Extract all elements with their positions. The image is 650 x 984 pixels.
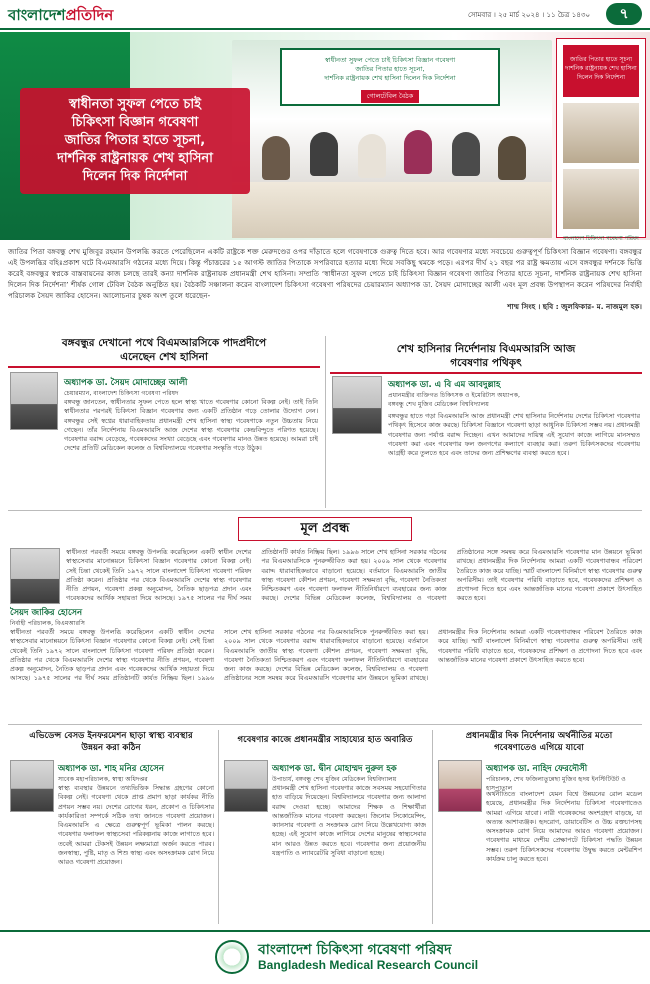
bottom-1-body xyxy=(58,784,214,924)
intro-paragraph xyxy=(8,246,642,312)
logo-main: বাংলাদেশ xyxy=(8,6,66,24)
organization-name-en: Bangladesh Medical Research Council xyxy=(258,958,479,972)
bottom-1-title xyxy=(8,730,214,754)
side-poster xyxy=(556,38,646,238)
body-text: স্বাধীনতা পরবর্তী সময়ে বঙ্গবন্ধু উপলব্ধি করেছিলেন একটি স্বাধীন দেশের স্বাস্থ্যসেবার মানোন্নয়নে চিকিৎসা বিজ্ঞান গবেষণার কোনো বিকল্প নেই। সেই চিন্তা থেকেই তিনি ১৯৭২ সালে বাংলাদেশ চিকিৎসা গবেষণা পরিষদ প্রতিষ্ঠা করেন। প্রতিষ্ঠার পর থেকে বিএমআরসি দেশের স্বাস্থ্য গবেষণার নীতি প্রণয়ন, গবেষণা প্রকল্প অনুমোদন, নৈতিক ছাড়পত্র প্রদান এবং গবেষকদের আর্থিক সহায়তা দিয়ে আসছে। ১৯৭৫ সালের পর দীর্ঘ সময় প্রতিষ্ঠানটি কার্যত নিষ্ক্রিয় ছিল। ১৯৯৬ সালে শেখ হাসিনা সরকার গঠনের পর বিএমআরসিকে পুনরুজ্জীবিত করা হয়। ২০০৯ সাল থেকে গবেষণার বরাদ্দ ধারাবাহিকভাবে বাড়ানো হয়েছে। বর্তমানে বিএমআরসি জাতীয় স্বাস্থ্য গবেষণা কৌশল প্রণয়ন, গবেষণা সক্ষমতা বৃদ্ধি, গবেষণা নৈতিকতা নিশ্চিতকরণ এবং গবেষণা ফলাফল নীতিনির্ধারণে ব্যবহারের জন্য কাজ করছে। দেশের বিভিন্ন মেডিকেল কলেজ, বিশ্ববিদ্যালয় ও গবেষণা প্রতিষ্ঠানের সঙ্গে সমন্বয় করে বিএমআরসি গবেষণার মান উন্নয়নে ভূমিকা রাখছে। প্রধানমন্ত্রীর দিক নির্দেশনায় আমরা একটি গবেষণাবান্ধব পরিবেশ তৈরিতে কাজ করে যাচ্ছি। স্মার্ট বাংলাদেশ বিনির্মাণে স্বাস্থ্য গবেষণার গুরুত্ব অপরিসীম। তাই গবেষণার পরিধি বাড়াতে হবে, গবেষকদের প্রশিক্ষণ ও প্রণোদনা দিতে হবে এবং আন্তর্জাতিক মানের গবেষণা প্রকাশে উৎসাহিত করতে হবে। xyxy=(10,628,642,683)
section-rule xyxy=(8,724,642,725)
author-name: অধ্যাপক ডা. দ্বীন মোহাম্মদ নুরুল হক xyxy=(272,764,397,774)
section-2-title xyxy=(330,342,642,370)
essay-body xyxy=(10,628,642,718)
participant-figure xyxy=(358,134,386,178)
participant-figure xyxy=(262,136,290,180)
section-1-title-line: এনেছেন শেখ হাসিনা xyxy=(120,351,208,363)
headline-line: দার্শনিক রাষ্ট্রনায়ক শেখ হাসিনা xyxy=(57,151,213,166)
author-name: সৈয়দ জাকির হোসেন xyxy=(10,608,83,618)
body-text: প্রধানমন্ত্রী শেখ হাসিনা গবেষণার কাজে সবসময় সহযোগিতার হাত বাড়িয়ে দিয়েছেন। বিশ্ববিদ্যালয়ে গবেষণার জন্য আলাদা বরাদ্দ দেওয়া হচ্ছে। আমাদের শিক্ষক ও শিক্ষার্থীরা আন্তর্জাতিক মানের গবেষণা করছেন। জিনোম সিকোয়েন্সিং, ক্যানসার গবেষণা ও সংক্রামক রোগ নিয়ে উল্লেখযোগ্য কাজ হচ্ছে। এই সুযোগ কাজে লাগিয়ে দেশের মানুষের স্বাস্থ্যসেবার মান আরও উন্নত করতে হবে। গবেষণার জন্য প্রয়োজনীয় যন্ত্রপাতি ও ল্যাবরেটরি সুবিধা বাড়ানো হচ্ছে। xyxy=(272,784,426,858)
author-role: সাবেক মহাপরিচালক, স্বাস্থ্য অধিদপ্তর xyxy=(58,776,148,783)
author-portrait xyxy=(224,760,268,812)
bottom-3-author xyxy=(486,762,642,793)
headline-line: চিকিৎসা বিজ্ঞান গবেষণা xyxy=(71,115,199,130)
author-name: অধ্যাপক ডা. শাহ মনির হোসেন xyxy=(58,764,164,774)
section-1-author xyxy=(64,376,314,399)
essay-body-top xyxy=(66,548,642,624)
author-portrait xyxy=(10,548,60,604)
author-name: অধ্যাপক ডা. এ বি এম আবদুল্লাহ xyxy=(388,380,501,390)
author-name: অধ্যাপক ডা. সৈয়দ মোদাচ্ছের আলী xyxy=(64,378,188,388)
newspaper-logo xyxy=(8,4,113,29)
intro-text: জাতির পিতা বঙ্গবন্ধু শেখ মুজিবুর রহমান উপলব্ধি করতে পেরেছিলেন একটি রাষ্ট্রকে শক্ত মেরুদণ্ডের ওপর দাঁড়াতে হলে গবেষণাকে গুরুত্ব দিতে হবে। আর গবেষণার মধ্যে সবচেয়ে গুরুত্বপূর্ণ চিকিৎসা বিজ্ঞান গবেষণা। বঙ্গবন্ধুর এই উপলব্ধির বহিঃপ্রকাশ ঘটে বিএমআরসি গঠনের মধ্যে দিয়ে। কিন্তু পঁচাত্তরের ১৫ আগস্ট জাতির পিতাকে সপরিবারে হত্যার মধ্যে দিয়ে সবকিছু থমকে পড়ে। এরপর দীর্ঘ ২১ বছর পর রাষ্ট্র ক্ষমতায় এসে বঙ্গবন্ধুর দর্শনকে ভিত্তি করেই বঙ্গবন্ধুর স্বপ্নকে বাস্তবায়নের কাজ চলছে তারই কন্যা দার্শনিক রাষ্ট্রনায়ক প্রধানমন্ত্রী শেখ হাসিনা। সম্প্রতি ‘স্বাধীনতা সুফল পেতে চাই চিকিৎসা বিজ্ঞান গবেষণা জাতির পিতার হাতে সূচনা, দার্শনিক রাষ্ট্রনায়ক শেখ হাসিনা দিলেন দিক নির্দেশনা’ শীর্ষক গোল টেবিল বৈঠক অনুষ্ঠিত হয়। বৈঠকটি সঞ্চালনা করেন বাংলাদেশ চিকিৎসা গবেষণা পরিষদের চেয়ারম্যান অধ্যাপক ডা. সৈয়দ মোদাচ্ছের আলী এবং মূল প্রবন্ধ উপস্থাপন করেন পরিষদের নির্বাহী পরিচালক সৈয়দ জাকির হোসেন। আলোচনার চুম্বক অংশ তুলে ধরেছেন- xyxy=(8,247,642,300)
headline-line: স্বাধীনতা সুফল পেতে চাই xyxy=(69,97,201,112)
poster-portrait xyxy=(563,169,639,229)
banner-line: জাতির পিতার হাতে সূচনা, xyxy=(355,65,425,73)
bottom-1-title-line: উন্নয়ন করা কঠিন xyxy=(81,743,141,753)
column-divider xyxy=(325,336,326,508)
body-text: বঙ্গবন্ধু জানতেন, স্বাধীনতার সুফল পেতে হলে স্বাস্থ্য খাতে গবেষণার কোনো বিকল্প নেই। তাই তিনি স্বাধীনতার পরপরই চিকিৎসা বিজ্ঞান গবেষণার জন্য একটি প্রতিষ্ঠান গড়ে তোলার উদ্যোগ নেন। বঙ্গবন্ধুর সেই স্বপ্নের ধারাবাহিকতায় প্রধানমন্ত্রী শেখ হাসিনা স্বাস্থ্য গবেষণাকে নতুন উচ্চতায় নিয়ে গেছেন। তাঁর নির্দেশনায় বিএমআরসি আজ দেশের স্বাস্থ্য গবেষণার কেন্দ্রবিন্দুতে পরিণত হয়েছে। গবেষণার বরাদ্দ বেড়েছে, গবেষকদের সংখ্যা বেড়েছে এবং গবেষণার মানও উন্নত হয়েছে। আমরা চাই দেশের প্রতিটি মেডিকেল কলেজ ও বিশ্ববিদ্যালয়ে গবেষণার সংস্কৃতি গড়ে উঠুক। xyxy=(64,398,318,453)
body-text: স্বাস্থ্য ব্যবস্থার উন্নয়নে তথ্যভিত্তিক সিদ্ধান্ত গ্রহণের কোনো বিকল্প নেই। গবেষণা থেকে প্রাপ্ত প্রমাণ ছাড়া কার্যকর নীতি প্রণয়ন সম্ভব নয়। দেশের রোগের ধরন, প্রকোপ ও চিকিৎসার কার্যকারিতা সম্পর্কে সঠিক তথ্য জানতে গবেষণা প্রয়োজন। বিএমআরসি এ ক্ষেত্রে গুরুত্বপূর্ণ ভূমিকা পালন করছে। গবেষণার ফলাফল স্বাস্থ্যসেবা পরিকল্পনায় কাজে লাগাতে হবে। তবেই আমরা টেকসই উন্নয়ন লক্ষ্যমাত্রা অর্জন করতে পারব। জনস্বাস্থ্য, পুষ্টি, মাতৃ ও শিশু স্বাস্থ্য এবং অসংক্রামক রোগ নিয়ে আরও গবেষণা প্রয়োজন। xyxy=(58,784,214,867)
logo-accent: প্রতিদিন xyxy=(65,6,114,24)
bottom-2-title: গবেষণার কাজে প্রধানমন্ত্রীর সাহায্যের হাত অবারিত xyxy=(237,735,413,745)
poster-portrait xyxy=(563,103,639,163)
bottom-1-title-line: এভিডেন্স বেসড ইনফরমেশন ছাড়া স্বাস্থ্য ব্যবস্থার xyxy=(29,731,193,741)
bottom-3-title xyxy=(436,730,642,754)
section-1-body xyxy=(64,398,318,502)
hero-banner xyxy=(0,32,650,240)
section-2-title-line: শেখ হাসিনার নির্দেশনায় বিএমআরসি আজ xyxy=(396,343,576,355)
author-portrait xyxy=(332,376,382,434)
poster-footer: বাংলাদেশ চিকিৎসা গবেষণা পরিষদ xyxy=(563,236,639,240)
author-role: প্রধানমন্ত্রীর ব্যক্তিগত চিকিৎসক ও ইমেরিটাস অধ্যাপক, বঙ্গবন্ধু শেখ মুজিব মেডিকেল বিশ্ববিদ্যালয় xyxy=(388,392,520,408)
author-role: চেয়ারম্যান, বাংলাদেশ চিকিৎসা গবেষণা পরিষদ xyxy=(64,390,179,397)
bottom-3-title-line: গবেষণাতেও এগিয়ে যাবো xyxy=(494,743,584,753)
section-rule xyxy=(8,510,642,511)
participant-figure xyxy=(310,132,338,176)
dateline: সোমবার । ২৫ মার্চ ২০২৪ । ১১ চৈত্র ১৪৩০ xyxy=(468,11,590,19)
body-text: অর্থনীতিতে বাংলাদেশ যেমন বিশ্বে উন্নয়নের রোল মডেল হয়েছে, প্রধানমন্ত্রীর দিক নির্দেশনায় চিকিৎসা গবেষণাতেও আমরা এগিয়ে যাবো। নারী গবেষকদের অংশগ্রহণ বাড়ছে, যা অত্যন্ত আশাব্যঞ্জক। হৃদরোগ, ডায়াবেটিস ও উচ্চ রক্তচাপসহ অসংক্রামক রোগ নিয়ে আমাদের আরও গবেষণা প্রয়োজন। গবেষণার মাধ্যমে দেশীয় প্রেক্ষাপটে চিকিৎসা পদ্ধতি উন্নয়ন সম্ভব। তরুণ চিকিৎসকদের গবেষণায় উদ্বুদ্ধ করতে মেন্টরশিপ কার্যক্রম চালু করতে হবে। xyxy=(486,790,642,864)
hero-headline xyxy=(20,88,250,194)
author-role: উপাচার্য, বঙ্গবন্ধু শেখ মুজিব মেডিকেল বিশ্ববিদ্যালয় xyxy=(272,776,397,783)
bmrc-emblem-icon xyxy=(215,940,249,974)
section-2-body xyxy=(388,412,640,506)
author-portrait xyxy=(10,760,54,812)
section-1-title-line: বঙ্গবন্ধুর দেখানো পথে বিএমআরসিকে পাদপ্রদীপে xyxy=(61,337,267,349)
body-text: বঙ্গবন্ধুর হাতে গড়া বিএমআরসি আজ প্রধানমন্ত্রী শেখ হাসিনার নির্দেশনায় দেশের চিকিৎসা গবেষণার পথিকৃৎ হিসেবে কাজ করছে। চিকিৎসা বিজ্ঞানে গবেষণা ছাড়া আধুনিক চিকিৎসা সম্ভব নয়। প্রধানমন্ত্রী গবেষণার জন্য পর্যাপ্ত বরাদ্দ দিচ্ছেন। এখন আমাদের দায়িত্ব এই সুযোগ কাজে লাগিয়ে মানসম্মত গবেষণা করা এবং গবেষণার ফল জনগণের কল্যাণে ব্যবহার করা। তরুণ চিকিৎসকদের গবেষণায় আগ্রহী করে তুলতে হবে এবং তাদের জন্য প্রশিক্ষণের ব্যবস্থা করতে হবে। xyxy=(388,412,640,458)
conference-table xyxy=(232,182,552,238)
footer xyxy=(0,930,650,984)
participant-figure xyxy=(498,136,526,180)
headline-line: দিলেন দিক নির্দেশনা xyxy=(82,169,188,184)
banner-line: দার্শনিক রাষ্ট্রনায়ক শেখ হাসিনা দিলেন দিক নির্দেশনা xyxy=(324,74,456,82)
body-text: স্বাধীনতা পরবর্তী সময়ে বঙ্গবন্ধু উপলব্ধি করেছিলেন একটি স্বাধীন দেশের স্বাস্থ্যসেবার মানোন্নয়নে চিকিৎসা বিজ্ঞান গবেষণার কোনো বিকল্প নেই। সেই চিন্তা থেকেই তিনি ১৯৭২ সালে বাংলাদেশ চিকিৎসা গবেষণা পরিষদ প্রতিষ্ঠা করেন। প্রতিষ্ঠার পর থেকে বিএমআরসি দেশের স্বাস্থ্য গবেষণার নীতি প্রণয়ন, গবেষণা প্রকল্প অনুমোদন, নৈতিক ছাড়পত্র প্রদান এবং গবেষকদের আর্থিক সহায়তা দিয়ে আসছে। ১৯৭৫ সালের পর দীর্ঘ সময় প্রতিষ্ঠানটি কার্যত নিষ্ক্রিয় ছিল। ১৯৯৬ সালে শেখ হাসিনা সরকার গঠনের পর বিএমআরসিকে পুনরুজ্জীবিত করা হয়। ২০০৯ সাল থেকে গবেষণার বরাদ্দ ধারাবাহিকভাবে বাড়ানো হয়েছে। বর্তমানে বিএমআরসি জাতীয় স্বাস্থ্য গবেষণা কৌশল প্রণয়ন, গবেষণা সক্ষমতা বৃদ্ধি, গবেষণা নৈতিকতা নিশ্চিতকরণ এবং গবেষণা ফলাফল নীতিনির্ধারণে ব্যবহারের জন্য কাজ করছে। দেশের বিভিন্ন মেডিকেল কলেজ, বিশ্ববিদ্যালয় ও গবেষণা প্রতিষ্ঠানের সঙ্গে সমন্বয় করে বিএমআরসি গবেষণার মান উন্নয়নে ভূমিকা রাখছে। প্রধানমন্ত্রীর দিক নির্দেশনায় আমরা একটি গবেষণাবান্ধব পরিবেশ তৈরিতে কাজ করে যাচ্ছি। স্মার্ট বাংলাদেশ বিনির্মাণে স্বাস্থ্য গবেষণার গুরুত্ব অপরিসীম। তাই গবেষণার পরিধি বাড়াতে হবে, গবেষকদের প্রশিক্ষণ ও প্রণোদনা দিতে হবে এবং আন্তর্জাতিক মানের গবেষণা প্রকাশে উৎসাহিত করতে হবে। xyxy=(66,548,642,603)
intro-byline: শাম্ম সিংহ । ছবি : জুলফিকার- ম. নাজমুল হক। xyxy=(507,302,642,311)
bottom-2-author xyxy=(272,762,426,785)
section-2-author xyxy=(388,378,528,409)
participant-figure xyxy=(452,132,480,176)
bottom-1-author xyxy=(58,762,214,785)
masthead xyxy=(0,0,650,30)
section-1-title xyxy=(8,336,320,364)
event-banner xyxy=(280,48,500,106)
page-number: ৭ xyxy=(606,3,642,25)
poster-title: জাতির পিতার হাতে সূচনা দার্শনিক রাষ্ট্রনায়ক শেখ হাসিনা দিলেন দিক নির্দেশনা xyxy=(563,45,639,97)
column-divider xyxy=(432,730,433,924)
column-divider xyxy=(218,730,219,924)
main-essay-label: মূল প্রবন্ধ xyxy=(238,517,412,541)
author-portrait xyxy=(438,760,482,812)
section-2-title-line: গবেষণার পথিকৃৎ xyxy=(450,357,522,369)
author-portrait xyxy=(10,372,58,430)
bottom-3-body xyxy=(486,790,642,924)
banner-line: স্বাধীনতা সুফল পেতে চাই চিকিৎসা বিজ্ঞান গবেষণা xyxy=(324,56,456,64)
headline-line: জাতির পিতার হাতে সূচনা, xyxy=(64,133,206,148)
section-divider xyxy=(8,366,320,368)
banner-tag: গোলটেবিল বৈঠক xyxy=(361,90,419,103)
bottom-2-body xyxy=(272,784,426,924)
organization-name-bn: বাংলাদেশ চিকিৎসা গবেষণা পরিষদ xyxy=(258,942,452,958)
bottom-3-title-line: প্রধানমন্ত্রীর দিক নির্দেশনায় অর্থনীতির মতো xyxy=(465,731,613,741)
author-name: অধ্যাপক ডা. নাহিদ ফেরদৌসী xyxy=(486,764,588,774)
author-role: পরিচালক, শেখ ফজিলাতুন্নেছা মুজিব হৃদয় ইনস্টিটিউট ও হাসপাতাল xyxy=(486,776,626,792)
participant-figure xyxy=(404,130,432,174)
section-divider xyxy=(330,372,642,374)
author-role: নির্বাহী পরিচালক, বিএমআরসি xyxy=(10,620,85,627)
